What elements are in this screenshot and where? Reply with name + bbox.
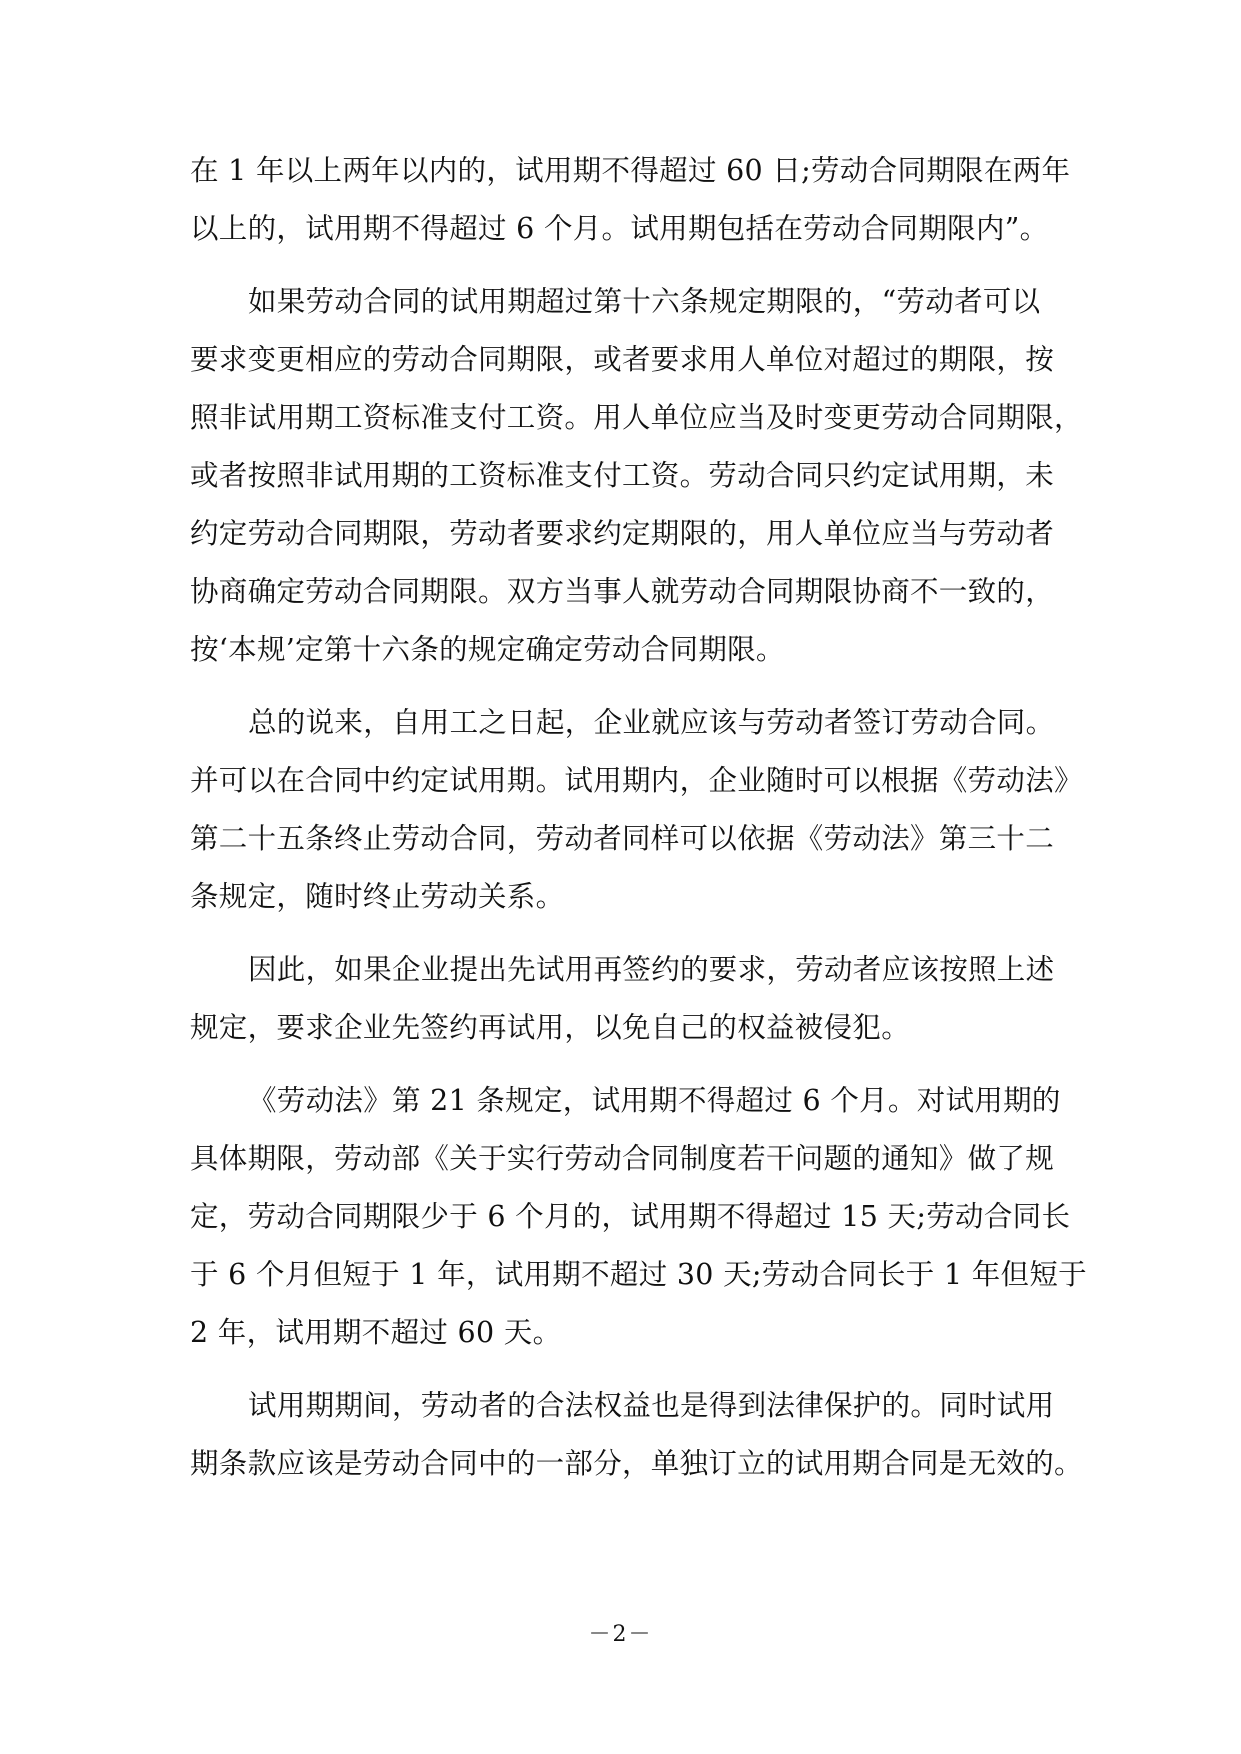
paragraph-3-line-3: 第二十五条终止劳动合同，劳动者同样可以依据《劳动法》第三十二 xyxy=(190,822,1055,855)
paragraph-2-line-4: 或者按照非试用期的工资标准支付工资。劳动合同只约定试用期，未 xyxy=(190,459,1055,492)
paragraph-1-line-1: 在 1 年以上两年以内的，试用期不得超过 60 日;劳动合同期限在两年 xyxy=(190,154,1071,187)
paragraph-2-line-1: 如果劳动合同的试用期超过第十六条规定期限的，“劳动者可以 xyxy=(248,285,1041,318)
paragraph-4-line-1: 因此，如果企业提出先试用再签约的要求，劳动者应该按照上述 xyxy=(248,953,1055,986)
paragraph-6-line-1: 试用期期间，劳动者的合法权益也是得到法律保护的。同时试用 xyxy=(248,1389,1055,1422)
paragraph-3-line-2: 并可以在合同中约定试用期。试用期内，企业随时可以根据《劳动法》 xyxy=(190,764,1083,797)
paragraph-5-line-3: 定，劳动合同期限少于 6 个月的，试用期不得超过 15 天;劳动合同长 xyxy=(190,1200,1071,1233)
paragraph-3-line-4: 条规定，随时终止劳动关系。 xyxy=(190,880,565,913)
page-number: －2－ xyxy=(588,1622,653,1647)
paragraph-2-line-6: 协商确定劳动合同期限。双方当事人就劳动合同期限协商不一致的， xyxy=(190,575,1055,608)
paragraph-5-line-4: 于 6 个月但短于 1 年，试用期不超过 30 天;劳动合同长于 1 年但短于 xyxy=(190,1258,1087,1291)
paragraph-2-line-5: 约定劳动合同期限，劳动者要求约定期限的，用人单位应当与劳动者 xyxy=(190,517,1055,550)
paragraph-3-line-1: 总的说来，自用工之日起，企业就应该与劳动者签订劳动合同。 xyxy=(248,706,1055,739)
paragraph-2-line-7: 按‘本规’定第十六条的规定确定劳动合同期限。 xyxy=(190,633,785,666)
paragraph-5-line-5: 2 年，试用期不超过 60 天。 xyxy=(190,1316,562,1349)
paragraph-6-line-2: 期条款应该是劳动合同中的一部分，单独订立的试用期合同是无效的。 xyxy=(190,1447,1083,1480)
paragraph-1-line-2: 以上的，试用期不得超过 6 个月。试用期包括在劳动合同期限内”。 xyxy=(190,212,1049,245)
paragraph-4-line-2: 规定，要求企业先签约再试用，以免自己的权益被侵犯。 xyxy=(190,1011,911,1044)
paragraph-2-line-3: 照非试用期工资标准支付工资。用人单位应当及时变更劳动合同期限， xyxy=(190,401,1083,434)
paragraph-2-line-2: 要求变更相应的劳动合同期限，或者要求用人单位对超过的期限，按 xyxy=(190,343,1055,376)
paragraph-5-line-1: 《劳动法》第 21 条规定，试用期不得超过 6 个月。对试用期的 xyxy=(248,1084,1061,1117)
paragraph-5-line-2: 具体期限，劳动部《关于实行劳动合同制度若干问题的通知》做了规 xyxy=(190,1142,1055,1175)
